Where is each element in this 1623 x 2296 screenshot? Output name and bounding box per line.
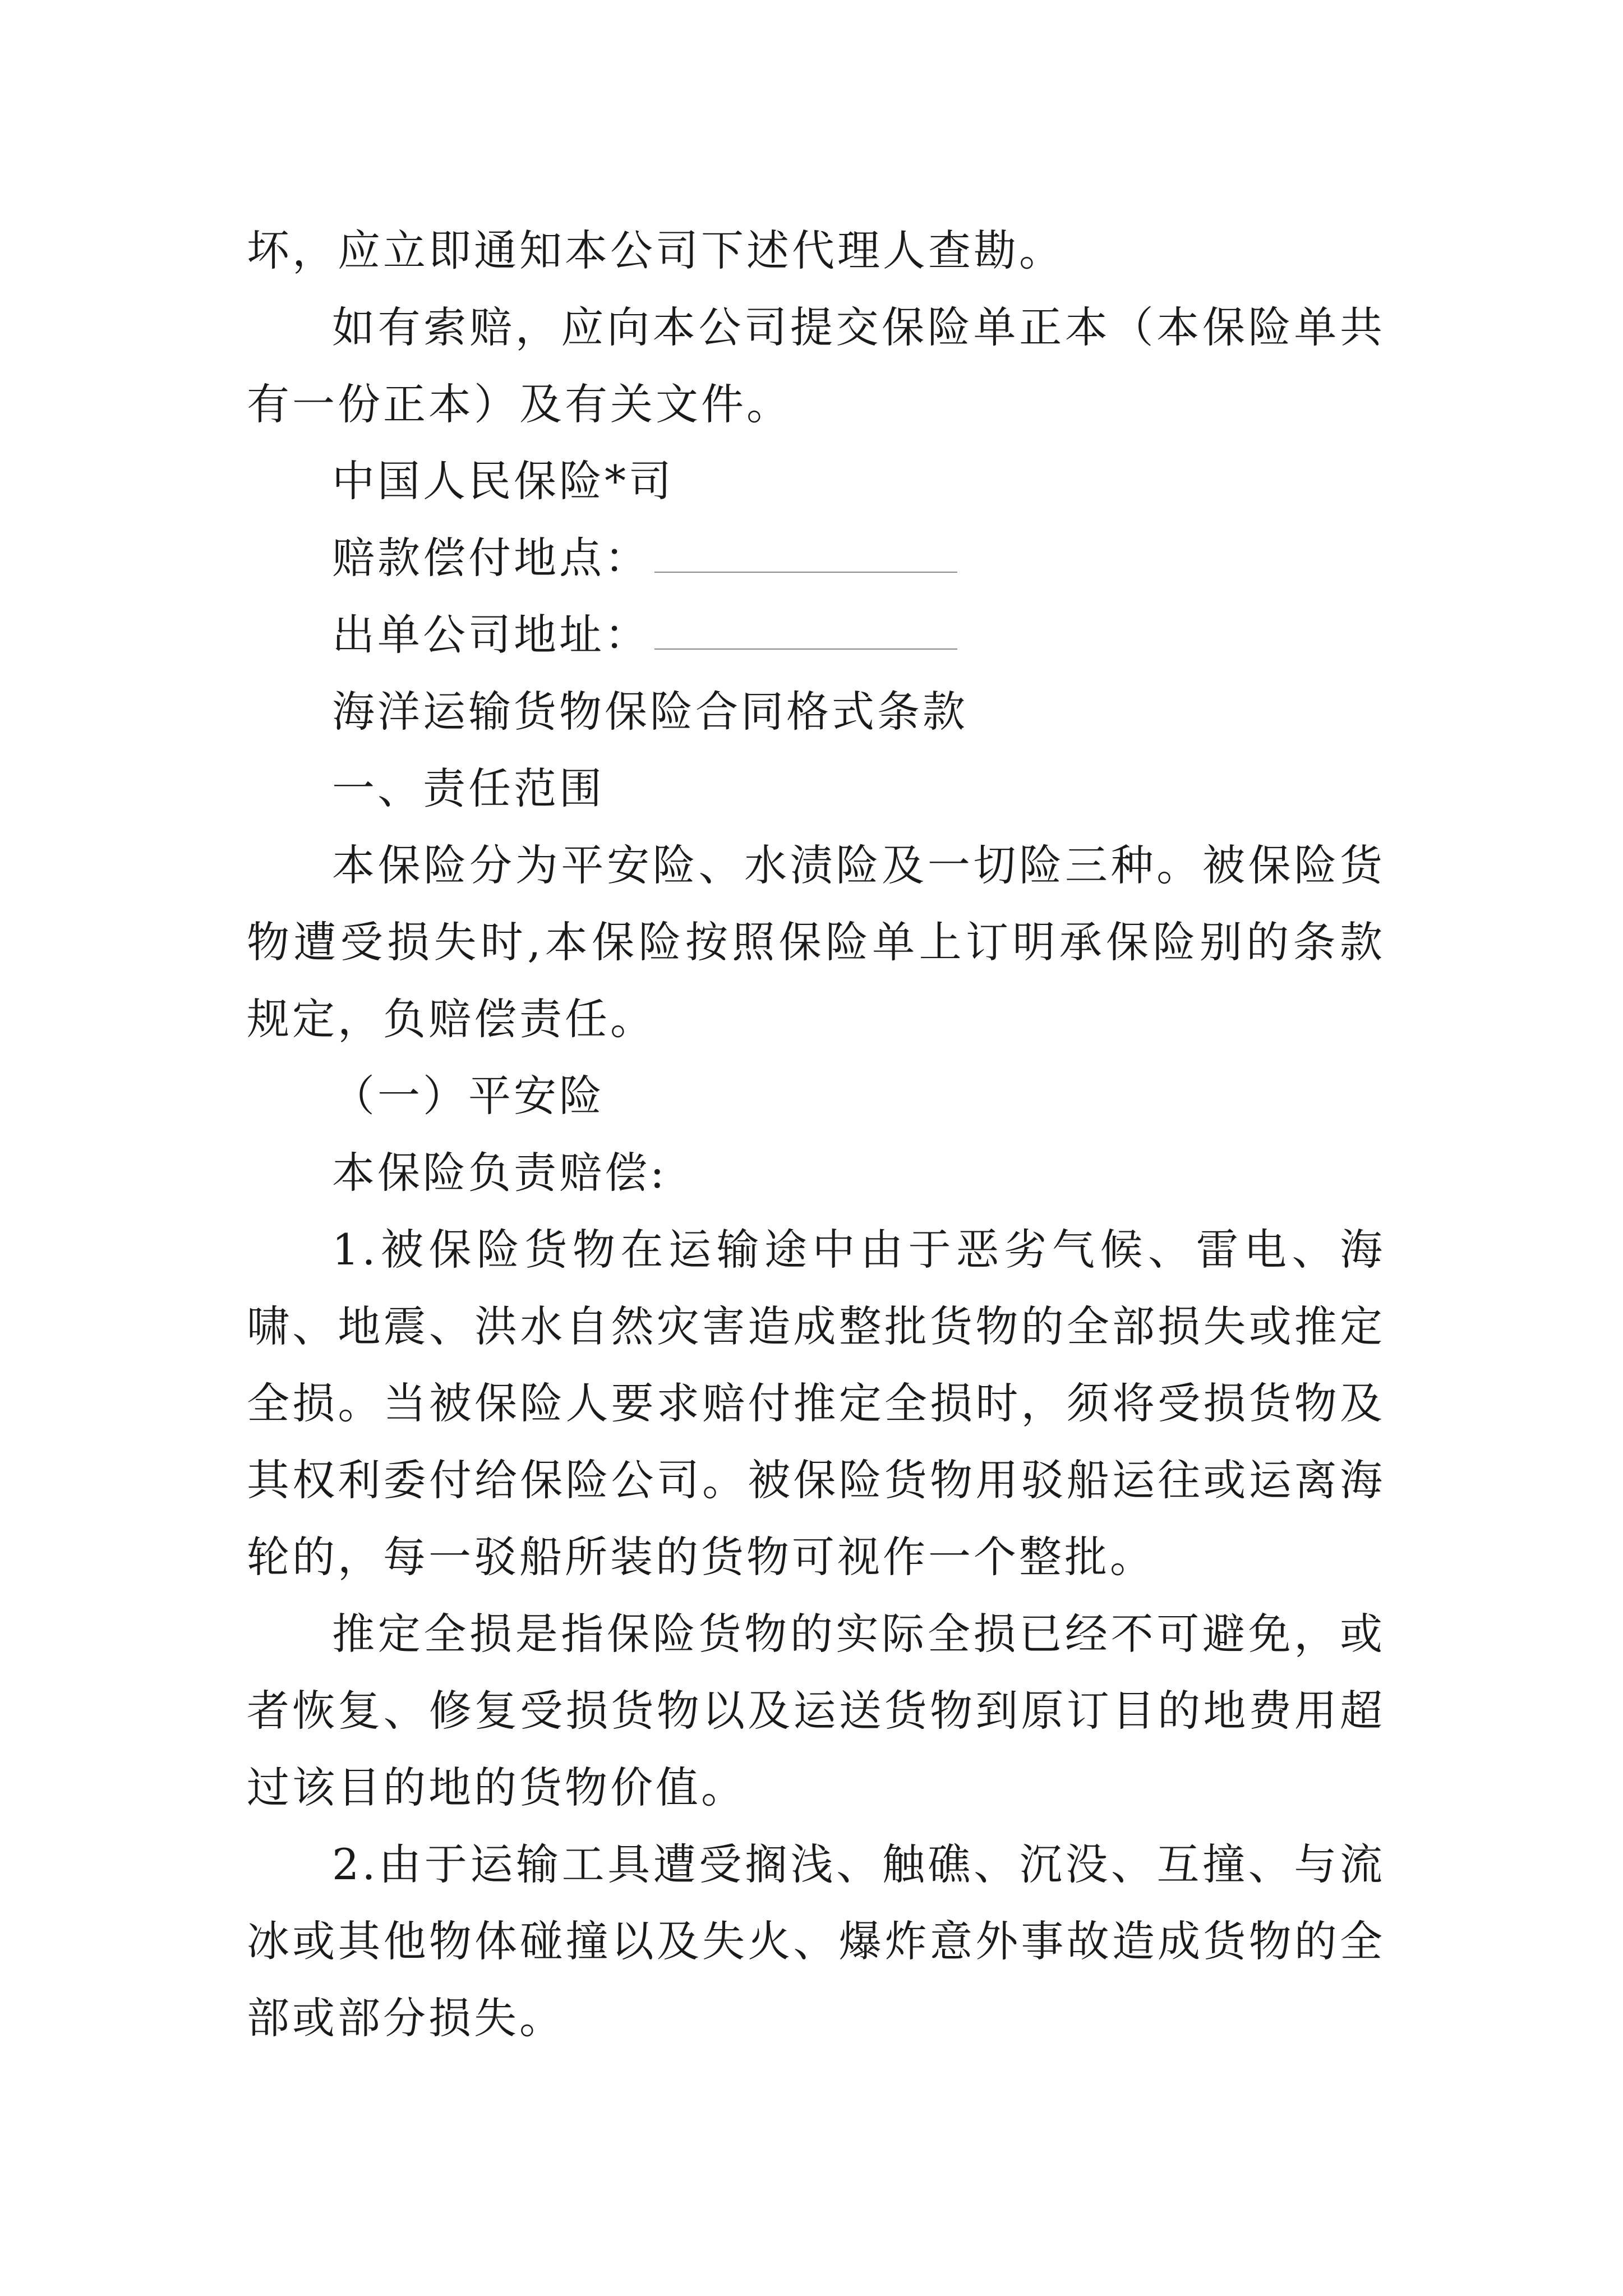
claim-payment-location-label: 赔款偿付地点： <box>332 533 650 583</box>
company-name: 中国人民保险*司 <box>332 456 674 506</box>
paragraph-clause-2: 2.由于运输工具遭受搁浅、触礁、沉没、互撞、与流冰或其他物体碰撞以及失火、爆炸意外事故造成货物的全部或部分损失。 <box>247 1839 1385 2043</box>
paragraph-liability-intro: 本保险负责赔偿: <box>332 1148 667 1198</box>
claim-payment-location-line <box>247 519 1385 596</box>
document-body <box>247 212 1385 2056</box>
issuing-office-address-blank <box>654 604 957 650</box>
paragraph-clause-1: 1.被保险货物在运输途中由于恶劣气候、雷电、海啸、地震、洪水自然灾害造成整批货物的全部损失或推定全损。当被保险人要求赔付推定全损时，须将受损货物及其权利委付给保险公司。被保险货物用驳船运往或运离海轮的，每一驳船所装的货物可视作一个整批。 <box>247 1225 1385 1582</box>
issuing-office-address-label: 出单公司地址： <box>332 610 650 660</box>
issuing-office-address-line <box>247 596 1385 673</box>
heading-scope-of-liability: 一、责任范围 <box>332 763 605 813</box>
paragraph-continuation: 坏，应立即通知本公司下述代理人查勘。 <box>247 226 1064 275</box>
paragraph-constructive-total-loss: 推定全损是指保险货物的实际全损已经不可避免，或者恢复、修复受损货物以及运送货物到原订目的地费用超过该目的地的货物价值。 <box>247 1609 1385 1812</box>
claim-payment-location-blank <box>654 527 957 573</box>
section-title: 海洋运输货物保险合同格式条款 <box>332 687 968 737</box>
paragraph-insurance-types: 本保险分为平安险、水渍险及一切险三种。被保险货物遭受损失时,本保险按照保险单上订明承保险别的条款规定，负赔偿责任。 <box>247 840 1385 1044</box>
paragraph-claims: 如有索赔，应向本公司提交保险单正本（本保险单共有一份正本）及有关文件。 <box>247 302 1385 429</box>
heading-fpa: （一）平安险 <box>332 1071 605 1121</box>
